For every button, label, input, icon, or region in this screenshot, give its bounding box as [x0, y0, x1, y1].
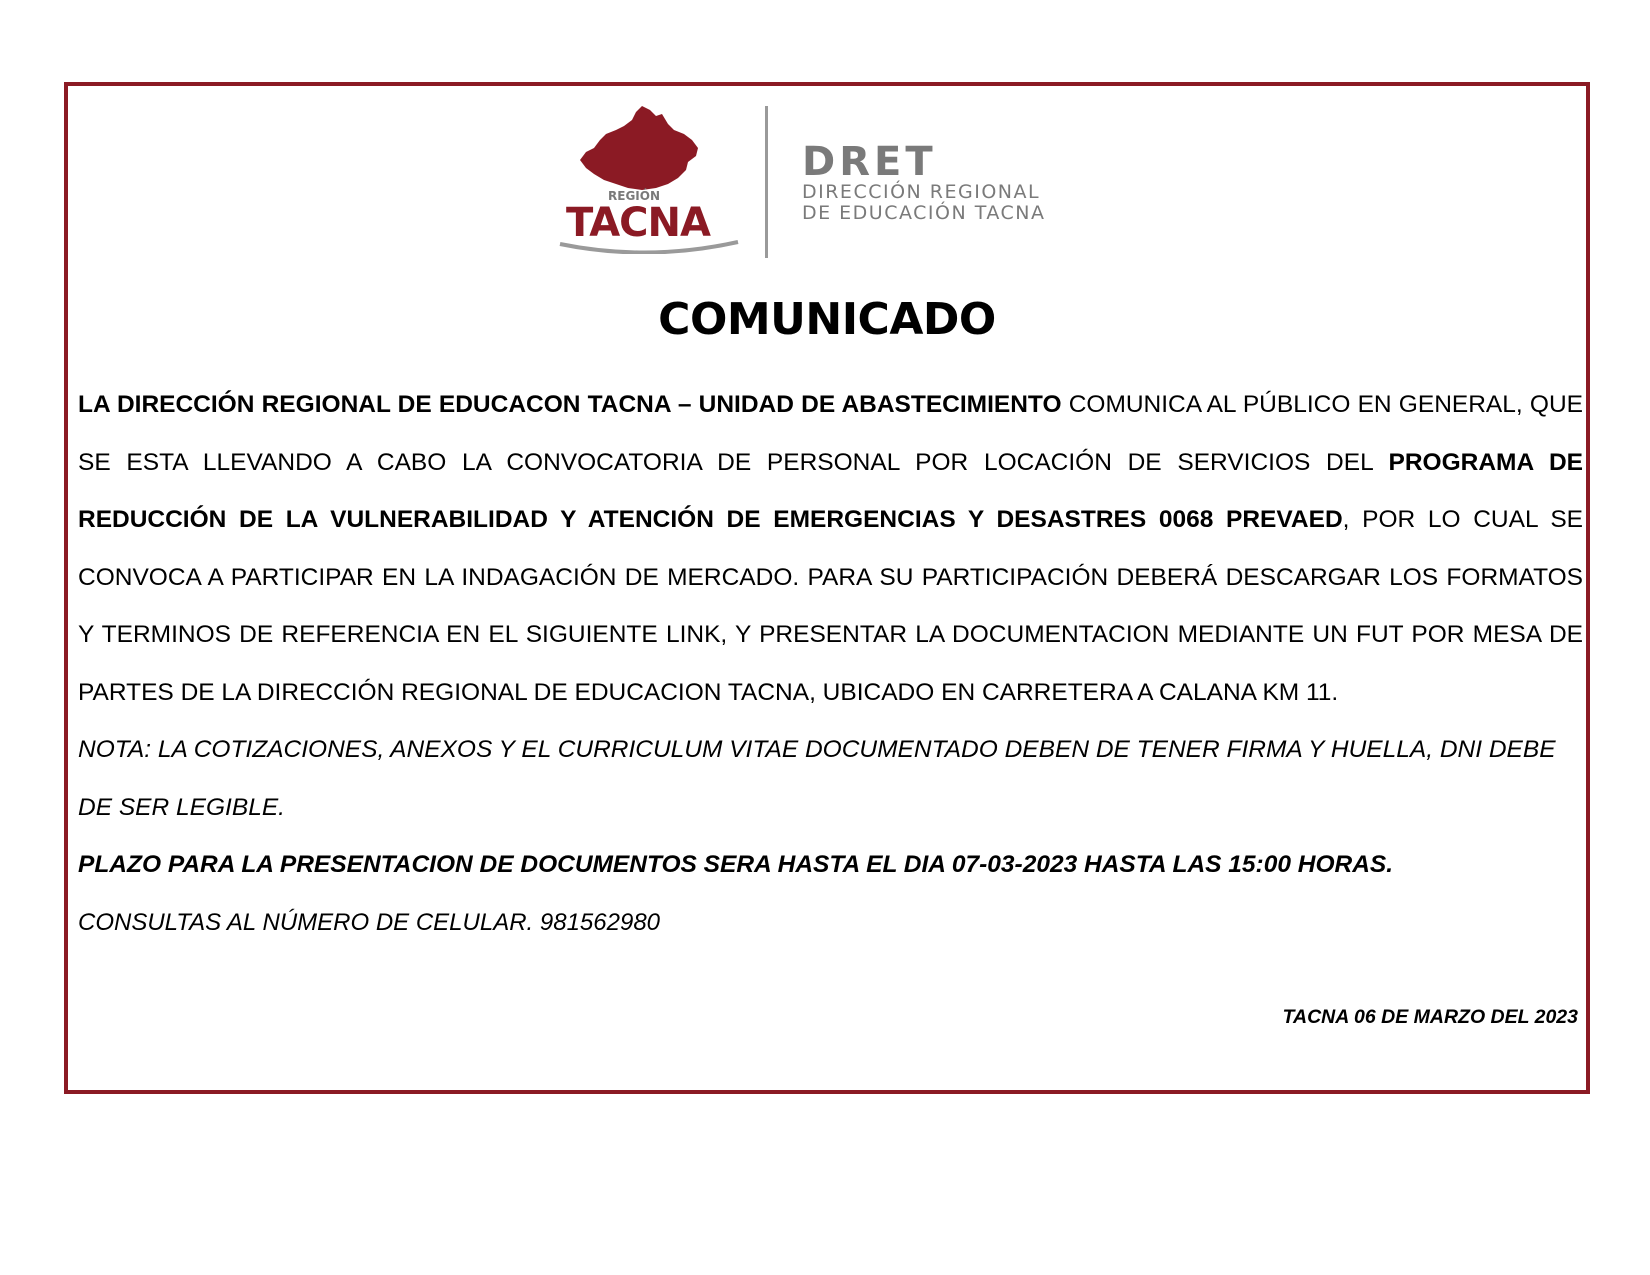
region-name: TACNA [566, 200, 710, 246]
region-label: REGIÓN [608, 189, 660, 203]
deadline-text: PLAZO PARA LA PRESENTACION DE DOCUMENTOS SERA HASTA EL DIA 07-03-2023 HASTA LAS 15:00 HORAS. [78, 851, 1394, 878]
org-name-block [802, 139, 1046, 224]
announcement-text-2: , POR LO CUAL SE CONVOCA A PARTICIPAR EN LA INDAGACIÓN DE MERCADO. PARA SU PARTICIPACIÓN DEBERÁ DESCARGAR LOS FORMATOS Y TERMINOS DE REFERENCIA EN EL SIGUIENTE LINK, Y PRESENTAR LA DOCUMENTACION MEDIANTE UN FUT POR MESA DE PARTES DE LA DIRECCIÓN REGIONAL DE EDUCACION TACNA, UBICADO EN CARRETERA A CALANA KM 11. [78, 506, 1584, 706]
note-text: NOTA: LA COTIZACIONES, ANEXOS Y EL CURRICULUM VITAE DOCUMENTADO DEBEN DE TENER FIRMA Y HUELLA, DNI DEBE DE SER LEGIBLE. [78, 736, 1556, 821]
logo-divider [765, 106, 768, 258]
contact-text: CONSULTAS AL NÚMERO DE CELULAR. 981562980 [78, 908, 661, 936]
announcement-issuer: LA DIRECCIÓN REGIONAL DE EDUCACON TACNA – UNIDAD DE ABASTECIMIENTO [78, 391, 1062, 418]
program-name: PROGRAMA DE REDUCCIÓN DE LA VULNERABILIDAD Y ATENCIÓN DE EMERGENCIAS Y DESASTRES 0068 PREVAED [78, 448, 1583, 533]
announcement-text-1: COMUNICA AL PÚBLICO EN GENERAL, QUE SE ESTA LLEVANDO A CABO LA CONVOCATORIA DE PERSONAL POR LOCACIÓN DE SERVICIOS DEL [78, 391, 1583, 476]
document-frame [64, 82, 1590, 1094]
main-paragraph [78, 376, 1583, 721]
org-name-line-2: DE EDUCACIÓN TACNA [802, 202, 1046, 224]
page-title: COMUNICADO [658, 294, 996, 345]
org-abbreviation: DRET [802, 139, 937, 185]
date-line: TACNA 06 DE MARZO DEL 2023 [1282, 1006, 1578, 1028]
region-map-shape [580, 106, 698, 190]
announcement-body [78, 376, 1583, 951]
header-logo [468, 104, 1168, 254]
org-name-line-1: DIRECCIÓN REGIONAL [802, 181, 1041, 203]
region-tacna-logo [538, 104, 758, 254]
